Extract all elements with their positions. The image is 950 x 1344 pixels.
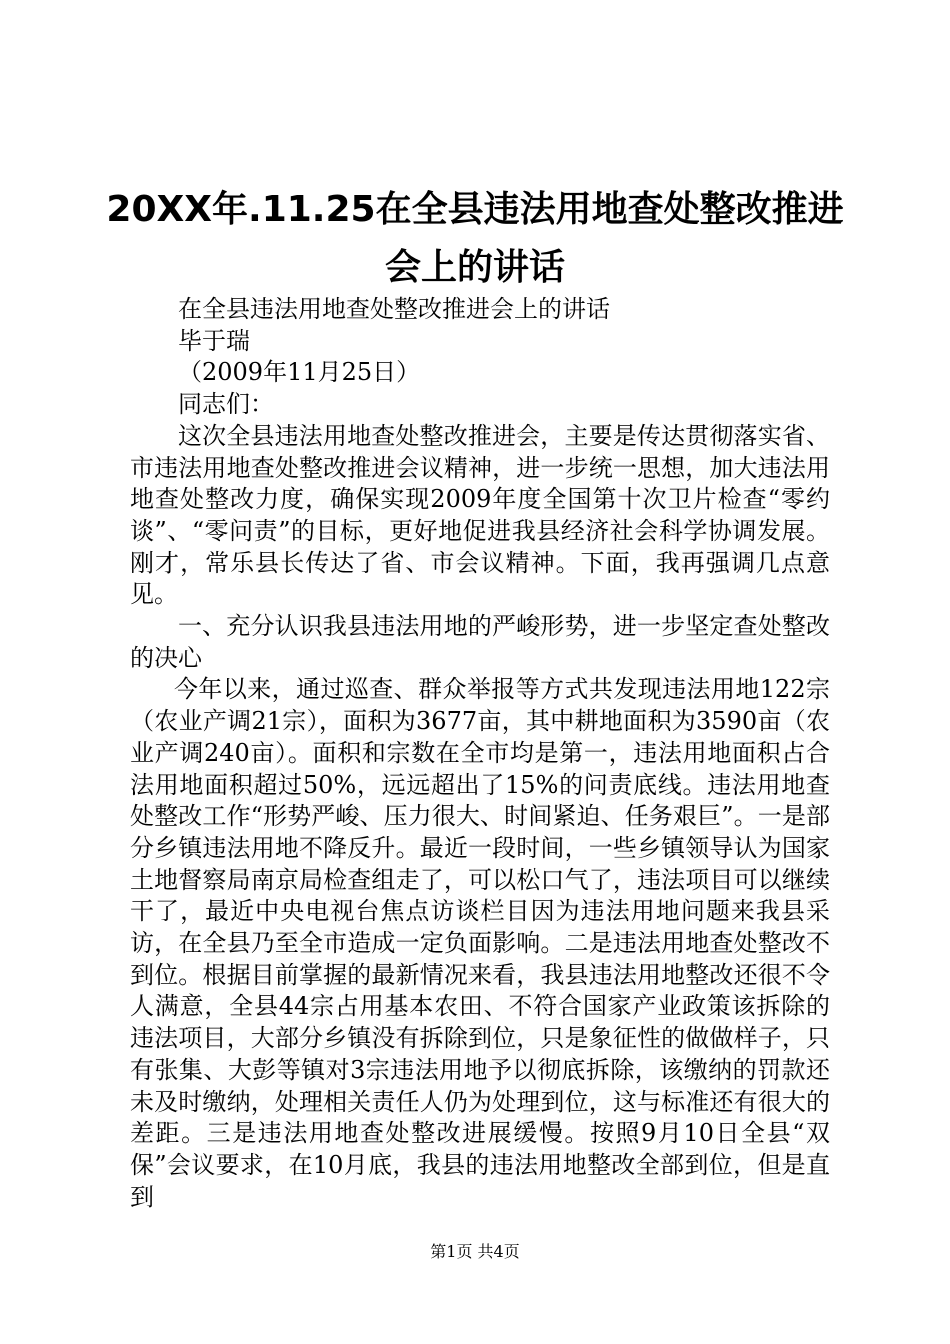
document-title-line-1: 20XX年.11.25在全县违法用地查处整改推进 [106, 189, 844, 230]
paragraph-intro: 这次全县违法用地查处整改推进会，主要是传达贯彻落实省、市违法用地查处整改推进会议精神，进一步统一思想，加大违法用地查处整改力度，确保实现2009年度全国第十次卫片检查“零约谈”、“零问责”的目标，更好地促进我县经济社会科学协调发展。刚才，常乐县长传达了省、市会议精神。下面，我再强调几点意见。 [130, 421, 830, 609]
salutation: 同志们： [178, 390, 274, 419]
document-body [130, 294, 830, 1213]
paragraph-situation: 今年以来，通过巡查、群众举报等方式共发现违法用地122宗（农业产调21宗），面积为3677亩，其中耕地面积为3590亩（农业产调240亩）。面积和宗数在全市均是第一，违法用地面积占合法用地面积超过50%，远远超出了15%的问责底线。违法用地查处整改工作“形势严峻、压力很大、时间紧迫、任务艰巨”。一是部分乡镇违法用地不降反升。最近一段时间，一些乡镇领导认为国家土地督察局南京局检查组走了，可以松口气了，违法项目可以继续干了，最近中央电视台焦点访谈栏目因为违法用地问题来我县采访，在全县乃至全市造成一定负面影响。二是违法用地查处整改不到位。根据目前掌握的最新情况来看，我县违法用地整改还很不令人满意，全县44宗占用基本农田、不符合国家产业政策该拆除的违法项目，大部分乡镇没有拆除到位，只是象征性的做做样子，只有张集、大彭等镇对3宗违法用地予以彻底拆除，该缴纳的罚款还未及时缴纳，处理相关责任人仍为处理到位，这与标准还有很大的差距。三是违法用地查处整改进展缓慢。按照9月10日全县“双保”会议要求，在10月底，我县的违法用地整改全部到位，但是直到 [130, 675, 830, 1211]
speech-subtitle: 在全县违法用地查处整改推进会上的讲话 [178, 295, 610, 323]
document-title-line-2: 会上的讲话 [384, 247, 565, 288]
speech-date: （2009年11月25日） [178, 358, 421, 387]
section-heading-1: 一、充分认识我县违法用地的严峻形势，进一步坚定查处整改的决心 [130, 612, 830, 672]
speech-author: 毕于瑞 [178, 326, 250, 355]
page-footer: 第1页 共4页 [430, 1242, 520, 1261]
